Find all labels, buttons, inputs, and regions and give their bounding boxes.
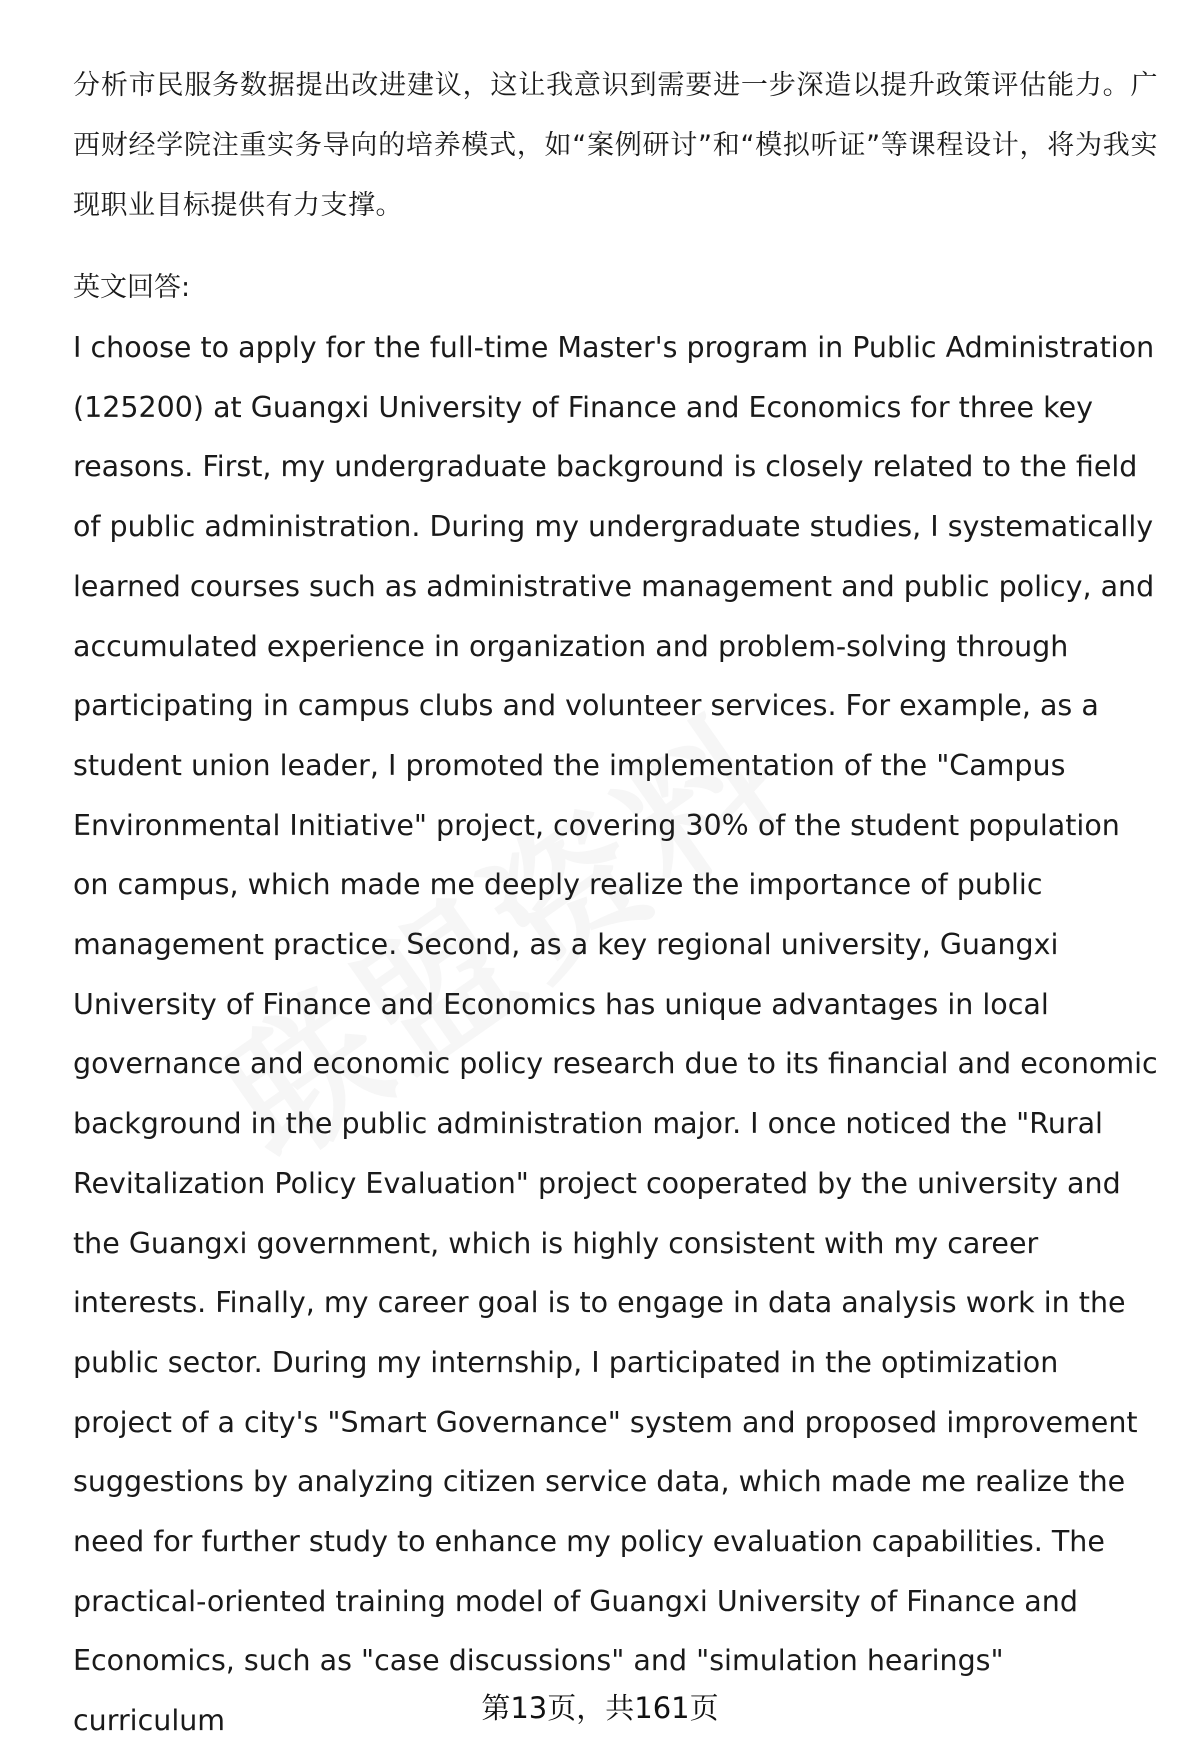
english-answer-label: 英文回答: bbox=[73, 272, 191, 303]
document-page bbox=[73, 56, 1158, 1751]
chinese-paragraph: 分析市民服务数据提出改进建议，这让我意识到需要进一步深造以提升政策评估能力。广西财经学院注重实务导向的培养模式，如“案例研讨”和“模拟听证”等课程设计，将为我实现职业目标提供有力支撑。 bbox=[73, 70, 1158, 221]
page-number-footer: 第13页，共161页 bbox=[481, 1691, 719, 1725]
english-answer-paragraph: I choose to apply for the full-time Master's program in Public Administration (125200) at Guangxi University of Finance and Economics for three key reasons. First, my undergraduate background is closely related to the field of public administration. During my undergraduate studies, I systematically learned courses such as administrative management and public policy, and accumulated experience in organization and problem-solving through participating in campus clubs and volunteer services. For example, as a student union leader, I promoted the implementation of the "Campus Environmental Initiative" project, covering 30% of the student population on campus, which made me deeply realize the importance of public management practice. Second, as a key regional university, Guangxi University of Finance and Economics has unique advantages in local governance and economic policy research due to its financial and economic background in the public administration major. I once noticed the "Rural Revitalization Policy Evaluation" project cooperated by the university and the Guangxi government, which is highly consistent with my career interests. Finally, my career goal is to engage in data analysis work in the public sector. During my internship, I participated in the optimization project of a city's "Smart Governance" system and proposed improvement suggestions by analyzing citizen service data, which made me realize the need for further study to enhance my policy evaluation capabilities. The practical-oriented training model of Guangxi University of Finance and Economics, such as "case discussions" and "simulation hearings" curriculum bbox=[73, 331, 1158, 1738]
